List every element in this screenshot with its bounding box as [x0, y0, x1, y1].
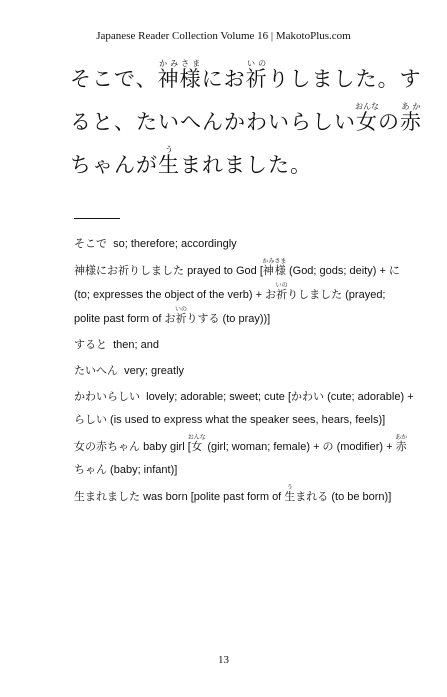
page-number: 13 [218, 654, 229, 666]
glossary-term: 生まれました [74, 490, 140, 503]
glossary-definition: lovely; adorable; sweet; cute [かわい (cute; adorable) + らしい (is used to express what the speaker sees, hears, feels)] [74, 391, 414, 426]
running-header: Japanese Reader Collection Volume 16 | MakotoPlus.com [96, 30, 351, 42]
furigana-word: 赤あか [400, 102, 422, 134]
glossary-term: そこで [74, 237, 107, 250]
glossary-entry [74, 333, 414, 357]
glossary-term: たいへん [74, 364, 118, 377]
glossary-term: 神様にお祈りしました [74, 264, 184, 277]
glossary-term: 女の赤ちゃん [74, 440, 140, 453]
glossary-entry [74, 434, 414, 482]
glossary-entry [74, 385, 414, 432]
glossary-entry [74, 484, 414, 509]
glossary-term: すると [74, 338, 107, 351]
furigana-word: 神様かみさま [157, 59, 202, 91]
glossary [74, 232, 414, 511]
glossary-definition: was born [polite past form of 生うまれる (to be born)] [143, 484, 392, 503]
glossary-term: かわいらしい [74, 390, 140, 403]
glossary-entry [74, 359, 414, 383]
furigana-word: 生う [158, 145, 180, 177]
glossary-definition: very; greatly [124, 365, 185, 377]
story-sentence: そこで、神様かみさまにお祈いのりしました。すると、たいへんかわいらしい女おんなの赤あかちゃんが生うまれました。 [70, 59, 422, 177]
furigana-word: 祈いの [245, 59, 268, 91]
glossary-definition: then; and [113, 339, 159, 351]
glossary-entry [74, 258, 414, 331]
glossary-definition: so; therefore; accordingly [113, 238, 237, 250]
glossary-definition: baby girl [女おんな (girl; woman; female) + の (modifier) + 赤あかちゃん (baby; infant)] [74, 434, 408, 476]
glossary-entry [74, 232, 414, 256]
furigana-word: 女おんな [355, 102, 379, 134]
section-divider [74, 218, 120, 219]
glossary-definition: prayed to God [神様かみさま (God; gods; deity) + に (to; expresses the object of the verb) + お祈いのりしました (prayed; polite past form of お祈いのりする (to pray))] [74, 258, 400, 325]
